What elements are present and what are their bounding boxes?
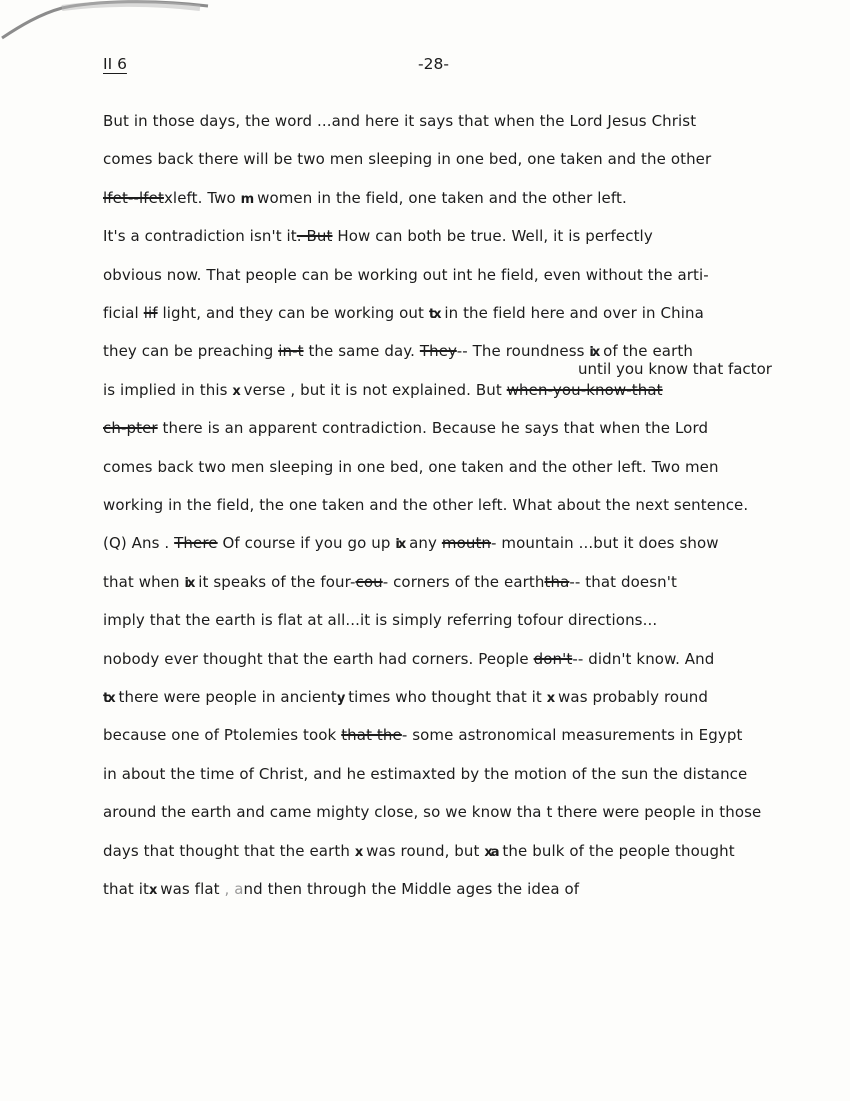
text-line [103, 842, 735, 860]
typed-over-text: tx [428, 307, 440, 322]
text-line [103, 688, 708, 706]
text-segment: But in those days, the word ...and here it says that when the Lord Jesus Christ [103, 112, 697, 130]
text-segment: xleft. Two [163, 188, 241, 207]
text-segment: verse , but it is not explained. But [238, 380, 507, 399]
text-segment: was flat [155, 880, 225, 898]
text-segment: is implied in this [103, 380, 233, 399]
typed-over-text: y [336, 691, 344, 706]
text-segment: that it [103, 880, 149, 898]
page-number: -28- [418, 55, 449, 73]
text-segment: obvious now. That people can be working out int he field, even without the arti- [103, 265, 709, 284]
text-segment: -- The roundness [456, 342, 590, 361]
text-segment: times who thought that it [343, 688, 547, 706]
text-line [103, 880, 579, 898]
scan-edge-mark [0, 0, 210, 45]
text-segment: -- that doesn't [569, 572, 677, 591]
text-segment: around the earth and came mighty close, so we know tha t there were people in those [103, 803, 762, 822]
struck-text: in-t [278, 342, 304, 361]
text-segment: the same day. [303, 342, 420, 361]
text-line [103, 496, 748, 514]
struck-text: that the [341, 726, 402, 745]
text-segment: was round, but [361, 841, 485, 860]
section-label: II 6 [103, 55, 127, 73]
struck-text: lfet--lfet [103, 188, 164, 207]
struck-text: There [174, 534, 218, 553]
text-segment: women in the field, one taken and the other left. [252, 188, 627, 207]
typed-over-text: tx [103, 691, 114, 706]
handwritten-insertion: until you know that factor [578, 360, 772, 378]
text-line [103, 650, 714, 668]
text-line [103, 304, 704, 322]
typed-over-text: x [148, 883, 156, 898]
struck-text: ch-pter [103, 419, 158, 438]
text-segment: comes back two men sleeping in one bed, one taken and the other left. Two men [103, 457, 719, 476]
text-line [103, 534, 719, 552]
text-segment: - some astronomical measurements in Egypt [401, 726, 743, 745]
text-segment: there were people in ancient [113, 688, 337, 706]
text-segment: was probably round [553, 688, 709, 706]
text-line [103, 573, 677, 591]
text-segment: nobody ever thought that the earth had corners. People [103, 649, 534, 668]
typed-over-text: xa [484, 844, 498, 860]
text-segment: nd then through the Middle ages the idea of [243, 880, 580, 898]
text-line [103, 726, 742, 744]
text-segment: working in the field, the one taken and the other left. What about the next sentence. [103, 496, 749, 514]
text-segment: - corners of the earth [382, 572, 545, 591]
typed-over-text: ix [184, 575, 194, 591]
text-segment: because one of Ptolemies took [103, 726, 342, 745]
text-line [103, 189, 627, 207]
text-line [103, 266, 709, 284]
text-segment: in the field here and over in China [439, 304, 704, 322]
typed-over-text: ix [589, 345, 599, 361]
text-line [103, 227, 653, 245]
text-segment: (Q) Ans . [103, 534, 175, 553]
text-segment: in about the time of Christ, and he estimaxted by the motion of the sun the distance [103, 764, 748, 783]
text-segment: of the earth [598, 342, 693, 361]
struck-text: don't [533, 649, 573, 668]
typed-over-text: x [232, 383, 239, 399]
text-line [103, 419, 708, 437]
text-segment: It's a contradiction isn't it [103, 227, 297, 246]
text-line [103, 150, 711, 168]
text-segment: any [404, 534, 442, 553]
text-line [103, 381, 663, 399]
struck-text: moutn [441, 534, 492, 553]
struck-text: when-you-know-that [506, 380, 663, 399]
text-line [103, 611, 657, 629]
text-segment: light, and they can be working out [157, 304, 429, 322]
text-segment: comes back there will be two men sleeping in one bed, one taken and the other [103, 150, 712, 169]
struck-text: lif [143, 304, 158, 322]
typed-over-text: ix [395, 537, 405, 553]
text-segment: ficial [103, 304, 144, 322]
text-segment: that when [103, 572, 185, 591]
text-line [103, 803, 761, 821]
text-segment: days that thought that the earth [103, 841, 355, 860]
typed-over-text: x [546, 691, 554, 706]
typed-over-text: x [354, 844, 362, 860]
text-segment: they can be preaching [103, 342, 279, 361]
text-segment: imply that the earth is flat at all...it is simply referring tofour directions... [103, 611, 658, 630]
struck-text: tha [544, 572, 570, 591]
struck-text: They [419, 342, 457, 361]
typed-over-text: m [240, 191, 253, 207]
text-line [103, 458, 719, 476]
text-line [103, 765, 747, 783]
struck-text: cou [355, 572, 383, 591]
text-segment: -- didn't know. And [572, 649, 715, 668]
faint-text: , a [224, 880, 244, 898]
text-line [103, 342, 693, 360]
text-segment: there is an apparent contradiction. Because he says that when the Lord [157, 419, 709, 438]
text-segment: Of course if you go up [217, 534, 396, 553]
text-segment: - mountain ...but it does show [491, 534, 719, 553]
struck-text: . But [296, 227, 333, 246]
text-segment: the bulk of the people thought [497, 841, 735, 860]
text-line [103, 112, 696, 130]
text-segment: it speaks of the four- [193, 572, 356, 591]
text-segment: How can both be true. Well, it is perfectly [332, 227, 653, 246]
